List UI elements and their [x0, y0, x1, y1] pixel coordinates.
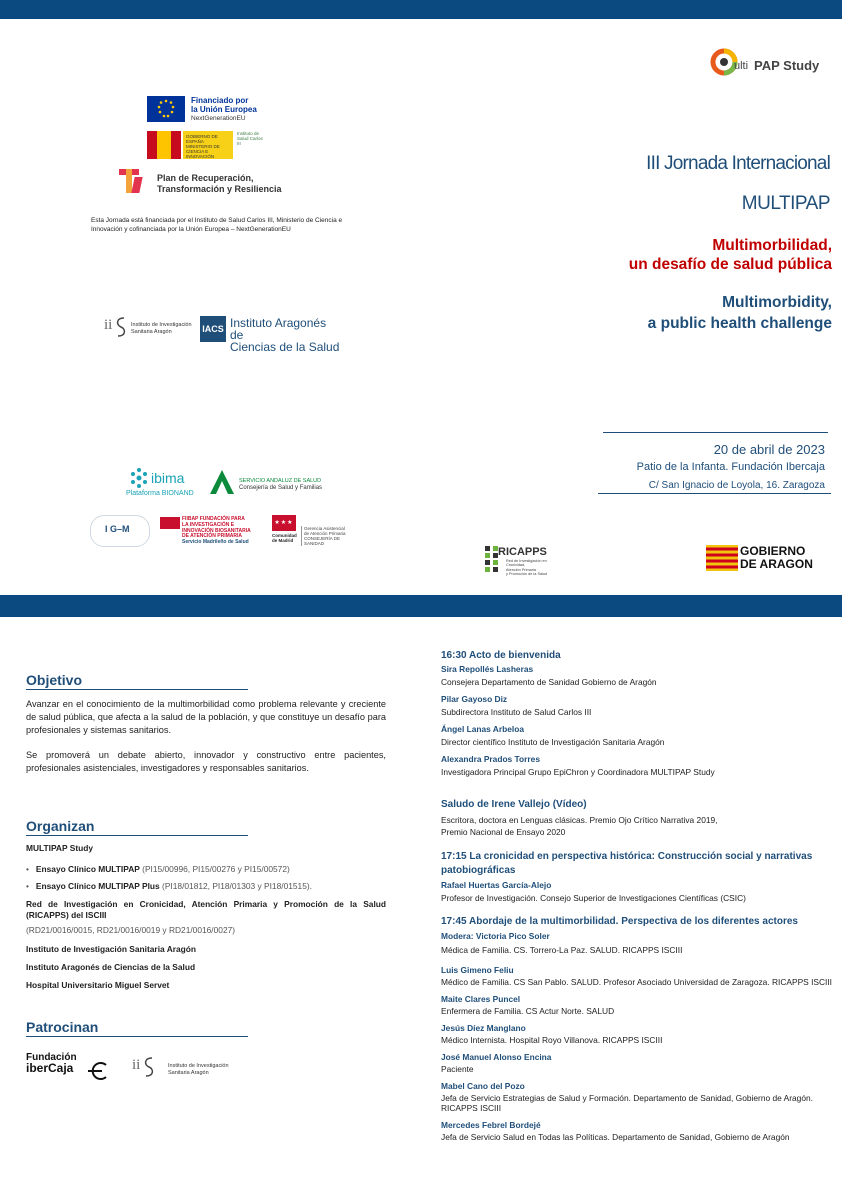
fiibap-logo: [160, 517, 265, 545]
event-address: C/ San Ignacio de Loyola, 16. Zaragoza: [648, 480, 825, 491]
s4-speaker-5-name: Mabel Cano del Pozo: [441, 1081, 525, 1091]
iis-s-icon-sponsor: [142, 1055, 156, 1079]
gov-text: GOBIERNO DE ESPAÑA: [186, 134, 218, 144]
prtr-line1: Plan de Recuperación,: [157, 173, 254, 183]
title-en-line2: a public health challenge: [647, 315, 832, 332]
ministry-logo: [147, 131, 287, 161]
s1-speaker-2-role: Subdirectora Instituto de Salud Carlos III: [441, 707, 592, 717]
s1-speaker-1-role: Consejera Departamento de Sanidad Gobierno de Aragón: [441, 677, 657, 687]
objetivo-p1: Avanzar en el conocimiento de la multimorbilidad como problema relevante y creciente de salud pública, que afecta a la salud de la población, y que constituye un desafío para profesionales y sistemas sanitarios.: [26, 699, 386, 735]
s3-name: Rafael Huertas García-Alejo: [441, 880, 552, 890]
ibercaja-line1: Fundación: [26, 1052, 77, 1063]
madrid-line1: Comunidad: [272, 533, 297, 538]
s4-speaker-1-role: Médico de Familia. CS San Pablo. SALUD. Profesor Asociado Universidad de Zaragoza. RICAPPS ISCIII: [441, 977, 833, 987]
iis-s-icon: [114, 315, 128, 339]
s4-speaker-2-name: Maite Clares Puncel: [441, 994, 521, 1004]
s1-speaker-3-name: Ángel Lanas Arbeloa: [441, 724, 524, 734]
ibima-sub: Plataforma BIONAND: [126, 490, 194, 497]
s2-role-2: Premio Nacional de Ensayo 2020: [441, 827, 566, 837]
eu-flag-icon: [147, 96, 185, 122]
eu-line2: la Unión Europea: [191, 105, 257, 114]
s4-moderator-role: Médica de Familia. CS. Torrero-La Paz. SALUD. RICAPPS ISCIII: [441, 945, 683, 955]
ibima-dots-icon: [128, 467, 150, 489]
madrid-right2: de Atención Primaria: [304, 531, 346, 536]
s4-speaker-3-name: Jesús Díez Manglano: [441, 1023, 526, 1033]
ibercaja-symbol-icon: [86, 1062, 108, 1080]
iacs-logo: [200, 316, 340, 354]
s4-speaker-6-role: Jefa de Servicio Salud en Todas las Políticas. Departamento de Sanidad, Gobierno de Aragón: [441, 1132, 790, 1142]
programme: [441, 650, 836, 1142]
title-es: [629, 236, 832, 274]
eu-line3: NextGenerationEU: [191, 115, 246, 122]
iacs-line1: Instituto Aragonés de: [230, 316, 327, 342]
ricapps-sub1: Red de Investigación en Cronicidad,: [506, 559, 547, 568]
iis-aragon-logo-sponsor: ii Instituto de Investigación Sanitaria Aragón: [132, 1055, 232, 1081]
middle-band: [0, 595, 842, 617]
event-rule-top: [603, 432, 828, 433]
org-red: Red de Investigación en Cronicidad, Atención Primaria y Promoción de la Salud (RICAPPS) del ISCIII: [26, 899, 386, 920]
madrid-right1: Gerencia Asistencial: [304, 526, 345, 531]
sas-a-icon: [209, 469, 235, 495]
sas-line1: SERVICIO ANDALUZ DE SALUD: [239, 478, 322, 484]
s4-speaker-6-name: Mercedes Febrel Bordejé: [441, 1120, 541, 1130]
top-band: [0, 0, 842, 19]
event-date: 20 de abril de 2023: [713, 442, 825, 457]
s4-speaker-4-name: José Manuel Alonso Encina: [441, 1052, 552, 1062]
s3-title-2: patobiográficas: [441, 865, 516, 876]
aragon-flag-icon: [706, 545, 738, 571]
s4-moderator: Modera: Victoria Pico Soler: [441, 931, 550, 941]
s4-speaker-3-role: Médico Internista. Hospital Royo Villanova. RICAPPS ISCIII: [441, 1035, 663, 1045]
title-es-line2: un desafío de salud pública: [628, 256, 832, 273]
igm-logo: [90, 515, 150, 547]
ricapps-logo: [484, 545, 564, 577]
logo-prefix: ulti: [734, 60, 749, 72]
logo-bold: PAP Study: [754, 58, 820, 73]
s4-speaker-1-name: Luis Gimeno Feliu: [441, 965, 514, 975]
ministry-text: MINISTERIO DE CIENCIA E INNOVACIÓN: [186, 144, 220, 159]
event-title-line2: MULTIPAP: [741, 193, 830, 214]
s4-speaker-4-role: Paciente: [441, 1064, 474, 1074]
s1-speaker-1-name: Sira Repollés Lasheras: [441, 664, 534, 674]
prtr-icon: [117, 167, 145, 195]
ricapps-text: RICAPPS: [498, 546, 547, 558]
org-bullet-2: • Ensayo Clínico MULTIPAP Plus (PI18/01812, PI18/01303 y PI18/01515).: [26, 881, 312, 891]
funding-note: Esta Jornada está financiada por el Instituto de Salud Carlos III, Ministerio de Ciencia e Innovación y cofinanciada por la Unión Europea – NextGenerationEU: [91, 217, 343, 233]
s3-title-1: 17:15 La cronicidad en perspectiva histórica: Construcción social y narrativas: [441, 851, 813, 862]
ibima-text: ibima: [151, 470, 185, 486]
organizan-title: Organizan: [26, 818, 248, 836]
org-bullet-1-codes: (PI15/00996, PI15/00276 y PI15/00572): [139, 864, 290, 874]
eu-line1: Financiado por: [191, 96, 249, 105]
fibap-line4: DE ATENCIÓN PRIMARIA: [182, 533, 242, 540]
fibap-line2: LA INVESTIGACIÓN E: [182, 521, 235, 528]
isciii-text: Instituto de Salud Carlos III: [237, 131, 263, 146]
org-hospital: Hospital Universitario Miguel Servet: [26, 980, 170, 990]
iis-sponsor-line2: Sanitaria Aragón: [168, 1070, 209, 1076]
ibima-logo: [126, 467, 206, 499]
fundacion-ibercaja-logo: [26, 1052, 111, 1082]
org-bullet-2-bold: Ensayo Clínico MULTIPAP Plus: [35, 881, 160, 891]
ricapps-sub3: y Promoción de la Salud: [506, 571, 548, 576]
patrocinan-title: Patrocinan: [26, 1019, 248, 1037]
s4-speaker-2-role: Enfermera de Familia. CS Actur Norte. SALUD: [441, 1006, 615, 1016]
org-bullet-1-bold: Ensayo Clínico MULTIPAP: [35, 864, 140, 874]
s1-speaker-3-role: Director científico Instituto de Investigación Sanitaria Aragón: [441, 737, 665, 747]
madrid-right3: CONSEJERÍA DE SANIDAD: [304, 536, 341, 546]
eu-funding-logo: [147, 96, 277, 126]
prtr-line2: Transformación y Resiliencia: [157, 184, 282, 194]
org-study: MULTIPAP Study: [26, 843, 93, 853]
s3-role: Profesor de Investigación. Consejo Superior de Investigaciones Científicas (CSIC): [441, 893, 746, 903]
event-rule-bottom: [598, 493, 831, 494]
title-en: [648, 292, 832, 334]
madrid-line2: de Madrid: [272, 538, 294, 543]
iis-line1: Instituto de Investigación: [131, 322, 192, 328]
aragon-line2: DE ARAGON: [740, 557, 813, 571]
sas-logo: [209, 469, 339, 497]
ibercaja-line2: iberCaja: [26, 1061, 74, 1075]
org-red-codes: (RD21/0016/0015, RD21/0016/0019 y RD21/0016/0027): [26, 925, 236, 935]
iis-line2: Sanitaria Aragón: [131, 329, 172, 335]
ricapps-sub2: Atención Primaria: [506, 567, 536, 572]
igm-text: I G–M: [105, 524, 130, 534]
aragon-line1: GOBIERNO: [740, 544, 806, 558]
event-venue: Patio de la Infanta. Fundación Ibercaja: [636, 461, 825, 473]
s1-time: 16:30 Acto de bienvenida: [441, 650, 561, 661]
title-es-line1: Multimorbilidad,: [712, 237, 832, 254]
objetivo-p2: Se promoverá un debate abierto, innovador y constructivo entre pacientes, profesionales asistenciales, investigadores y responsables sanitarios.: [26, 750, 386, 773]
iis-sponsor-line1: Instituto de Investigación: [168, 1063, 229, 1069]
objetivo-title: Objetivo: [26, 672, 248, 690]
s1-speaker-4-role: Investigadora Principal Grupo EpiChron y Coordinadora MULTIPAP Study: [441, 767, 715, 777]
gobierno-aragon-logo: [706, 545, 826, 573]
prtr-logo: [117, 167, 297, 197]
org-bullet-2-codes: (PI18/01812, PI18/01303 y PI18/01515).: [159, 881, 312, 891]
s2-title: Saludo de Irene Vallejo (Vídeo): [441, 799, 587, 810]
fibap-line3: INNOVACIÓN BIOSANITARIA: [182, 527, 251, 534]
title-en-line1: Multimorbidity,: [722, 294, 832, 311]
s4-title: 17:45 Abordaje de la multimorbilidad. Perspectiva de los diferentes actores: [441, 916, 798, 927]
s1-speaker-2-name: Pilar Gayoso Diz: [441, 694, 508, 704]
multipap-study-logo: [710, 48, 830, 78]
fibap-line5: Servicio Madrileño de Salud: [182, 539, 249, 546]
s4-speaker-5-role: Jefa de Servicio Estrategias de Salud y Formación. Departamento de Sanidad, Gobierno de Aragón.: [441, 1093, 813, 1103]
s1-speaker-4-name: Alexandra Prados Torres: [441, 754, 540, 764]
fibap-line1: FIIBAP FUNDACIÓN PARA: [182, 516, 245, 522]
iis-aragon-logo: ii Instituto de Investigación Sanitaria Aragón: [104, 315, 194, 341]
comunidad-madrid-logo: [272, 515, 352, 545]
sas-line2: Consejería de Salud y Familias: [239, 485, 323, 491]
s4-speaker-5-role-2: RICAPPS ISCIII: [441, 1103, 502, 1113]
iacs-abbr: IACS: [200, 316, 226, 342]
event-title-line1: III Jornada Internacional: [646, 153, 830, 174]
madrid-flag-icon: ★★★: [272, 515, 296, 531]
org-iacs: Instituto Aragonés de Ciencias de la Salud: [26, 962, 196, 972]
iacs-line2: Ciencias de la Salud: [230, 340, 340, 354]
org-iis: Instituto de Investigación Sanitaria Aragón: [26, 944, 197, 954]
s2-role-1: Escritora, doctora en Lenguas clásicas. Premio Ojo Crítico Narrativa 2019,: [441, 815, 718, 825]
ministry-box: [183, 131, 233, 159]
org-bullet-1: • Ensayo Clínico MULTIPAP (PI15/00996, PI15/00276 y PI15/00572): [26, 864, 290, 874]
